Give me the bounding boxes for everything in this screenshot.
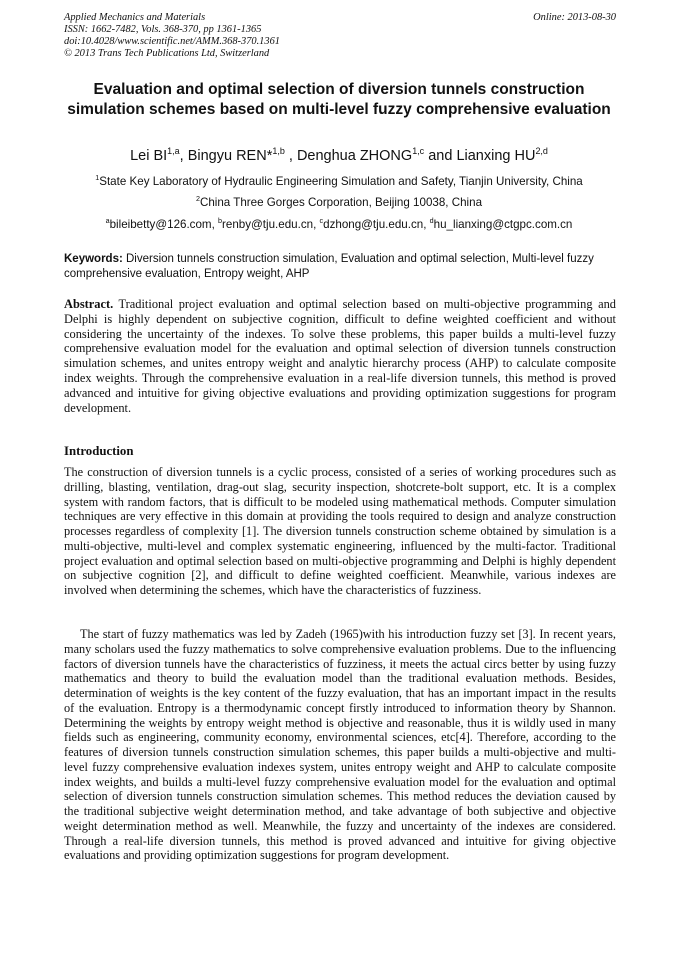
author-sup: 2,d	[535, 146, 548, 157]
intro-paragraph-2: The start of fuzzy mathematics was led by Zadeh (1965)with his introduction fuzzy set [3]. In recent years, many scholars used the fuzzy mathematics to solve comprehensive evaluation problems. Due to the influencing factors of diversion tunnels have the characteristics of fuzziness, it meets the actual circs better by using fuzzy mathematics and theory to build the evaluation model than the traditional evaluation methods. Besides, determination of weights is the key content of the fuzzy evaluation, that has an important impact in the results of the evaluation. Entropy is a thermodynamic concept firstly introduced to information theory by Shannon. Determining the weights by entropy weight method is objective and reasonable, thus it is wildly used in many fields such as engineering, community economy, environmental sciences, etc[4]. Therefore, according to the features of diversion tunnels construction simulation schemes, this paper builds a multi-objective and multi-level fuzzy comprehensive evaluation indexes system, unites entropy weight and AHP to calculate composite index weights, and builds a multi-level fuzzy comprehensive evaluation model for the evaluation and optimal selection of diversion tunnels construction simulation schemes. This method reduces the deviation caused by the traditional subjective weight determination method, and take advantage of both subjective and objective weight determination method as well. Meanwhile, the fuzzy and uncertainty of the indexes are considered. Through a real-life diversion tunnels, this method is proved advanced and intuitive for giving objective evaluations and providing optimization suggestions for program development.	[64, 627, 616, 863]
author-sup: 1,c	[412, 146, 425, 157]
affiliation-sup: 1	[95, 173, 100, 183]
keywords-label: Keywords:	[64, 253, 123, 265]
paper-title: Evaluation and optimal selection of diversion tunnels construction simulation schemes based on multi-level fuzzy comprehensive evaluation	[67, 81, 611, 118]
email-line	[64, 217, 614, 233]
email-link: renby@tju.edu.cn,	[222, 218, 320, 231]
keywords-block	[64, 252, 616, 281]
affiliation-1	[64, 174, 614, 190]
email-link: hu_lianxing@ctgpc.com.cn	[433, 218, 573, 231]
journal-name: Applied Mechanics and Materials	[64, 12, 206, 23]
affiliation-text: China Three Gorges Corporation, Beijing 10038, China	[199, 196, 483, 209]
affiliation-sup: 2	[195, 194, 200, 204]
abstract-label: Abstract.	[64, 297, 114, 311]
abstract-block	[64, 297, 616, 415]
email-link: bileibetty@126.com,	[109, 218, 219, 231]
author-name: Denghua ZHONG	[296, 148, 413, 164]
journal-header	[64, 12, 616, 60]
author-sup: 1,b	[272, 146, 285, 157]
author-sep: and	[424, 148, 457, 164]
section-heading-introduction: Introduction	[64, 444, 134, 458]
author-name: Lianxing HU	[456, 148, 536, 164]
email-link: dzhong@tju.edu.cn,	[323, 218, 430, 231]
author-name: Lei BI	[130, 148, 168, 164]
author-list	[64, 146, 614, 166]
affiliation-text: State Key Laboratory of Hydraulic Engineering Simulation and Safety, Tianjin University, China	[99, 175, 583, 188]
affiliation-2	[64, 195, 614, 211]
email-sup: d	[429, 216, 434, 226]
author-name: Bingyu REN*	[187, 148, 273, 164]
abstract-text: Traditional project evaluation and optimal selection based on multi-objective programming and Delphi is highly dependent on subjective cognition, difficult to define weighted coefficient and without considering the uncertainty of the indexes. To solve these problems, this paper builds a multi-level fuzzy comprehensive evaluation model for the evaluation and optimal selection of diversion tunnels construction simulation schemes, and unites entropy weight and analytic hierarchy process (AHP) to calculate composite index weights. Through the comprehensive evaluation in a real-life diversion tunnels, this method is proved advanced and intuitive for giving objective evaluations and providing optimization suggestions for program development.	[64, 297, 616, 415]
email-sup: b	[218, 216, 223, 226]
keywords-text: Diversion tunnels construction simulation, Evaluation and optimal selection, Multi-level fuzzy comprehensive evaluation, Entropy weight, AHP	[64, 253, 594, 280]
issn-line: ISSN: 1662-7482, Vols. 368-370, pp 1361-1365	[64, 24, 262, 35]
author-sep: ,	[179, 148, 188, 164]
intro-paragraph-1: The construction of diversion tunnels is a cyclic process, consisted of a series of working procedures such as drilling, blasting, ventilation, drag-out slag, security inspection, shotcrete-bolt support, etc. It is a complex system with random factors, that is difficult to be modeled using mathematical methods. Computer simulation techniques are very effective in this domain at providing the tools required to design and analyze construction processes regardless of complexity [1]. The diversion tunnels construction scheme obtained by simulation is a multi-objective, multi-level and complex systematic engineering, influenced by the multi-factor. Traditional project evaluation and optimal selection based on multi-objective programming and Delphi is highly dependent on subjective cognition [2], and difficult to define weighted coefficient. Meanwhile, various indexes are involved when determining the schemes, which have the characteristics of fuzziness.	[64, 465, 616, 597]
email-sup: c	[319, 216, 324, 226]
author-sup: 1,a	[167, 146, 180, 157]
online-date: Online: 2013-08-30	[533, 12, 616, 23]
doi-line: doi:10.4028/www.scientific.net/AMM.368-370.1361	[64, 36, 280, 47]
copyright-line: © 2013 Trans Tech Publications Ltd, Switzerland	[64, 48, 270, 59]
email-sup: a	[105, 216, 110, 226]
author-sep: ,	[284, 148, 297, 164]
